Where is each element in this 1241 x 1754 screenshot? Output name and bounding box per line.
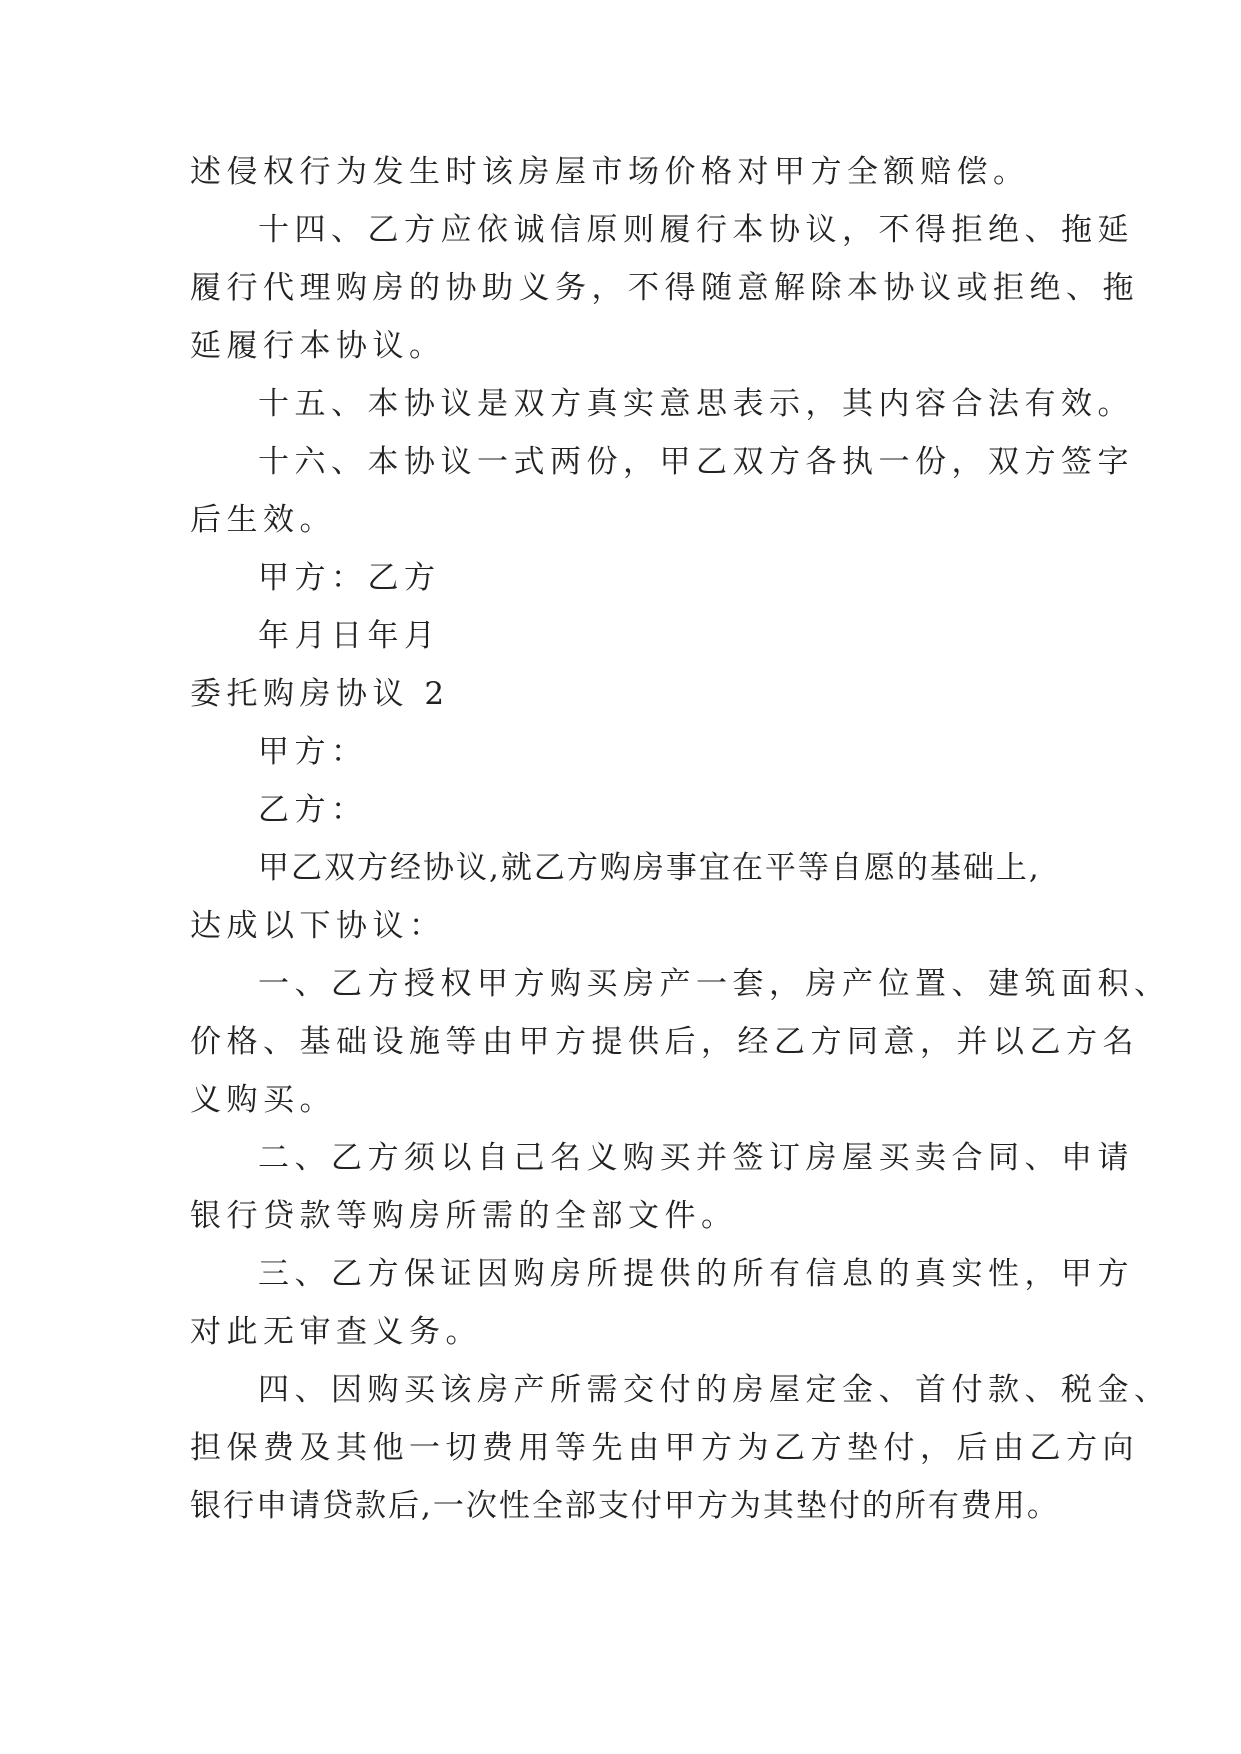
text-line: 一、乙方授权甲方购买房产一套，房产位置、建筑面积、 — [258, 966, 1171, 1002]
party-a-label: 甲方： — [258, 734, 368, 770]
signature-date: 年月日年月 — [258, 618, 441, 654]
text-line: 三、乙方保证因购房所提供的所有信息的真实性，甲方 — [258, 1256, 1134, 1292]
text-line: 价格、基础设施等由甲方提供后，经乙方同意，并以乙方名 — [190, 1024, 1139, 1060]
section-title: 委托购房协议 2 — [190, 676, 450, 712]
text-line: 对此无审查义务。 — [190, 1314, 482, 1350]
text-line: 履行代理购房的协助义务，不得随意解除本协议或拒绝、拖 — [190, 270, 1139, 306]
text-line: 十四、乙方应依诚信原则履行本协议，不得拒绝、拖延 — [258, 212, 1134, 248]
text-line: 十五、本协议是双方真实意思表示，其内容合法有效。 — [258, 386, 1134, 422]
text-line: 义购买。 — [190, 1082, 336, 1118]
text-line: 二、乙方须以自己名义购买并签订房屋买卖合同、申请 — [258, 1140, 1134, 1176]
text-line: 担保费及其他一切费用等先由甲方为乙方垫付，后由乙方向 — [190, 1430, 1139, 1466]
text-line: 甲乙双方经协议,就乙方购房事宜在平等自愿的基础上, — [258, 850, 1041, 886]
text-line: 十六、本协议一式两份，甲乙双方各执一份，双方签字 — [258, 444, 1134, 480]
text-line: 银行申请贷款后,一次性全部支付甲方为其垫付的所有费用。 — [190, 1488, 1060, 1524]
text-line: 四、因购买该房产所需交付的房屋定金、首付款、税金、 — [258, 1372, 1171, 1408]
text-line: 后生效。 — [190, 502, 336, 538]
text-line: 延履行本协议。 — [190, 328, 446, 364]
text-line: 述侵权行为发生时该房屋市场价格对甲方全额赔偿。 — [190, 154, 1030, 190]
signature-parties: 甲方：乙方 — [258, 560, 441, 596]
party-b-label: 乙方： — [258, 792, 368, 828]
text-line: 达成以下协议： — [190, 908, 446, 944]
text-line: 银行贷款等购房所需的全部文件。 — [190, 1198, 738, 1234]
